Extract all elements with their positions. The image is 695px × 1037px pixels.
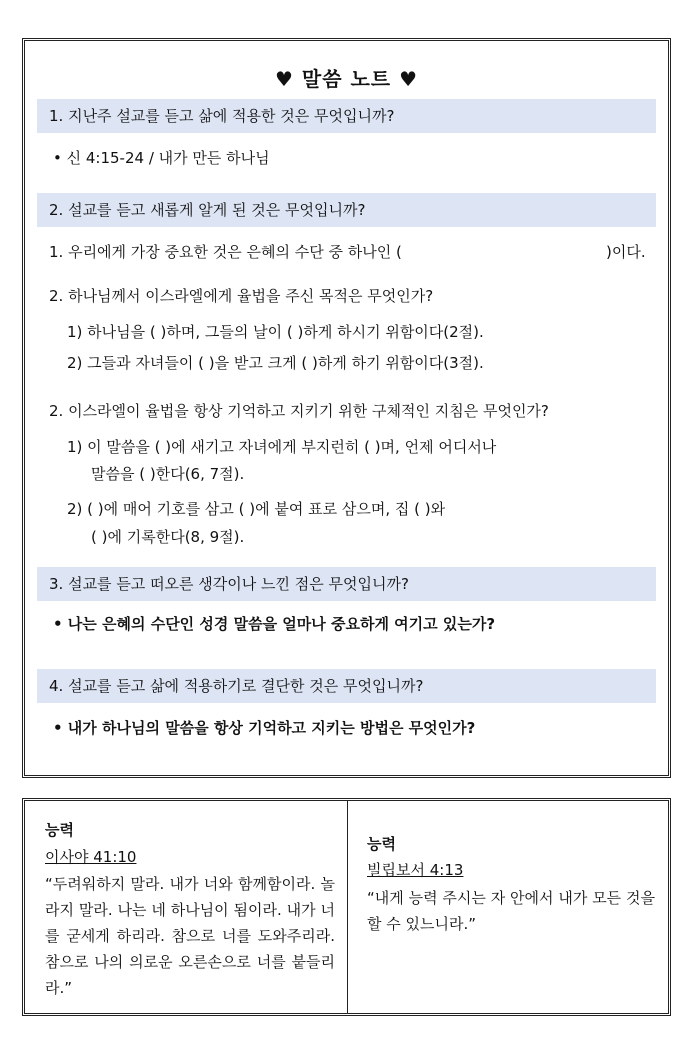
q2-item-3-1: 1) 이 말씀을 ( )에 새기고 자녀에게 부지런히 ( )며, 언제 어디서나: [67, 438, 497, 456]
q2-item-3-2-cont: ( )에 기록한다(8, 9절).: [91, 528, 245, 546]
question-2-bar: 2. 설교를 듣고 새롭게 알게 된 것은 무엇입니까?: [37, 193, 656, 227]
right-verse-reference: 빌립보서 4:13: [367, 861, 464, 879]
question-4-answer: • 내가 하나님의 말씀을 항상 기억하고 지키는 방법은 무엇인가?: [53, 719, 476, 737]
memory-verse-box: [22, 798, 671, 1016]
q2-item-3-1-cont: 말씀을 ( )한다(6, 7절).: [91, 465, 245, 483]
right-verse-heading: 능력: [367, 835, 396, 853]
question-1-bar: 1. 지난주 설교를 듣고 삶에 적용한 것은 무엇입니까?: [37, 99, 656, 133]
question-1-answer: • 신 4:15-24 / 내가 만든 하나님: [53, 149, 270, 167]
q2-item-1: 1. 우리에게 가장 중요한 것은 은혜의 수단 중 하나인 (: [49, 243, 402, 261]
left-verse-text: “두려워하지 말라. 내가 너와 함께함이라. 놀라지 말라. 나는 네 하나님이 됨이라. 내가 너를 굳세게 하리라. 참으로 너를 도와주리라. 참으로 나의 의로운 오른손으로 너를 붙들리라.”: [45, 875, 335, 997]
sermon-note-box: [22, 38, 671, 778]
q2-item-1-end: )이다.: [606, 243, 646, 261]
q2-item-2-1: 1) 하나님을 ( )하며, 그들의 날이 ( )하게 하시기 위함이다(2절).: [67, 323, 484, 341]
question-3-bar: 3. 설교를 듣고 떠오른 생각이나 느낀 점은 무엇입니까?: [37, 567, 656, 601]
question-4-bar: 4. 설교를 듣고 삶에 적용하기로 결단한 것은 무엇입니까?: [37, 669, 656, 703]
q2-item-3: 2. 이스라엘이 율법을 항상 기억하고 지키기 위한 구체적인 지침은 무엇인가?: [49, 402, 549, 420]
right-verse-text: “내게 능력 주시는 자 안에서 내가 모든 것을 할 수 있느니라.”: [367, 889, 655, 933]
left-verse-reference: 이사야 41:10: [45, 848, 137, 866]
question-3-answer: • 나는 은혜의 수단인 성경 말씀을 얼마나 중요하게 여기고 있는가?: [53, 615, 496, 633]
q2-item-3-2: 2) ( )에 매어 기호를 삼고 ( )에 붙여 표로 삼으며, 집 ( )와: [67, 500, 446, 518]
verse-divider: [347, 801, 348, 1013]
left-verse-heading: 능력: [45, 821, 74, 839]
q2-item-2-2: 2) 그들과 자녀들이 ( )을 받고 크게 ( )하게 하기 위함이다(3절).: [67, 354, 484, 372]
q2-item-2: 2. 하나님께서 이스라엘에게 율법을 주신 목적은 무엇인가?: [49, 287, 434, 305]
note-title: ♥ 말씀 노트 ♥: [274, 67, 419, 91]
